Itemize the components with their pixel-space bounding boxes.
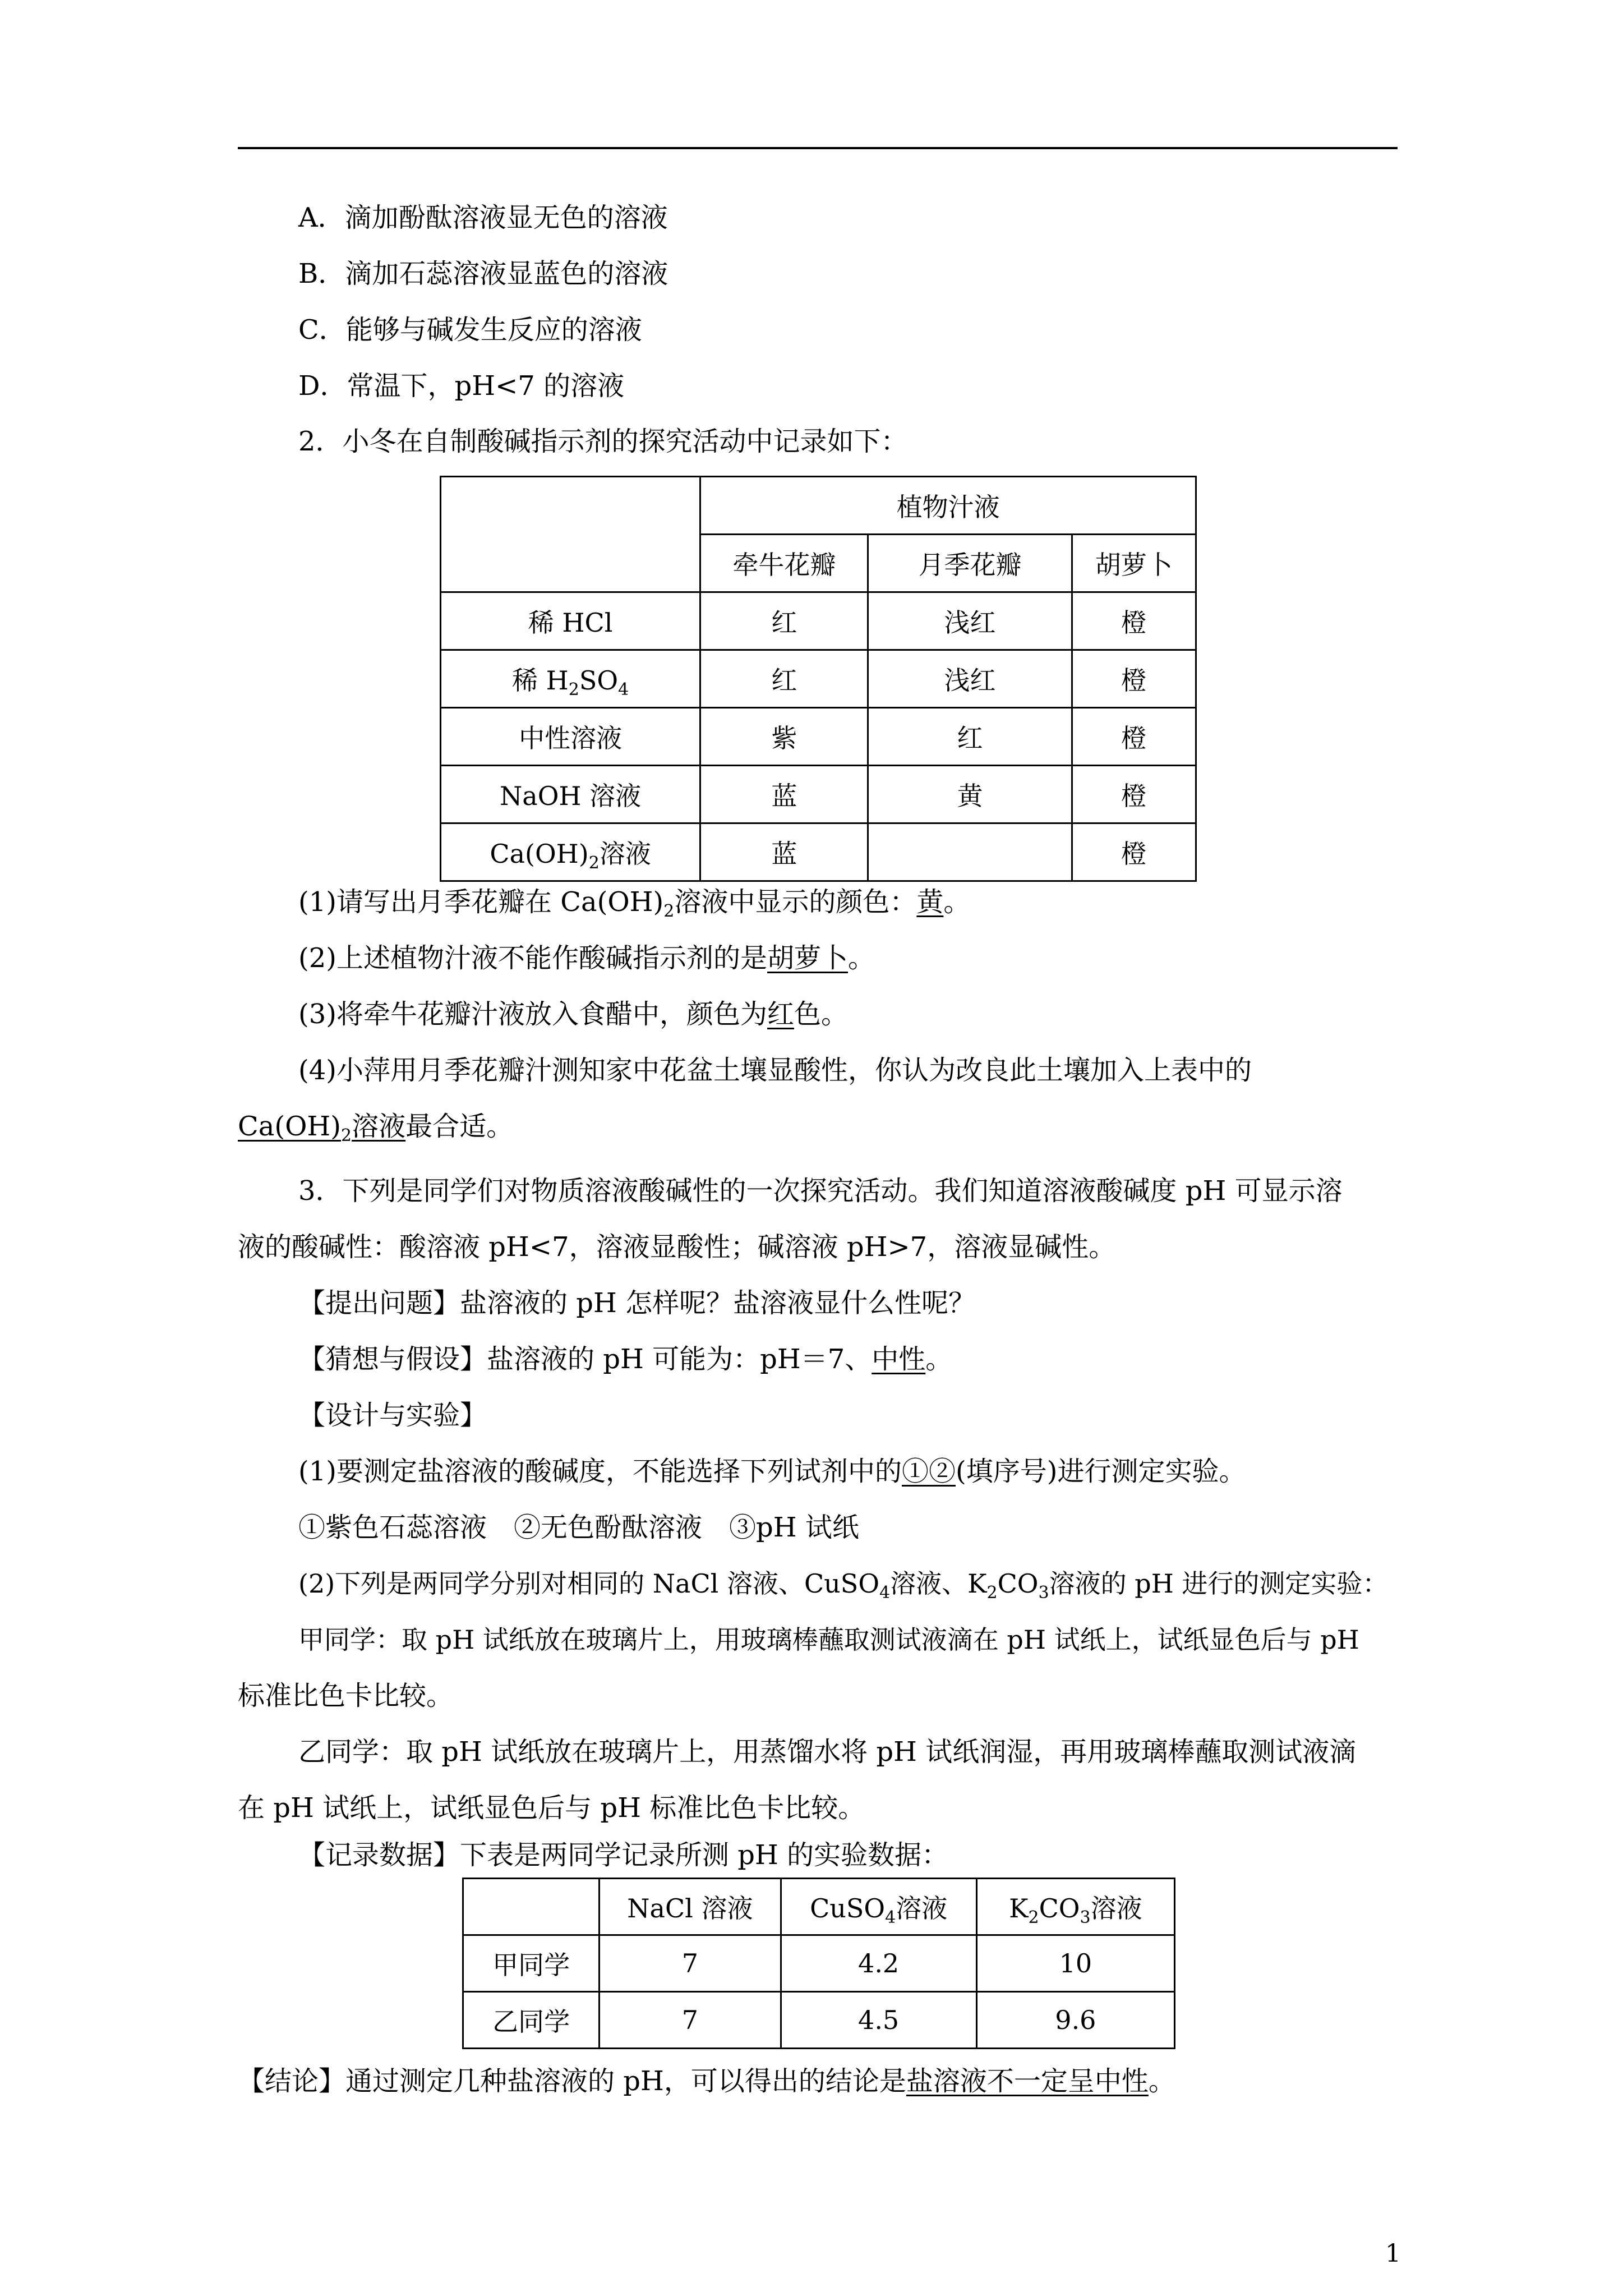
- table-row: [463, 1935, 1175, 1992]
- table-row: [441, 477, 1196, 535]
- q2-intro: 2．小冬在自制酸碱指示剂的探究活动中记录如下：: [298, 426, 908, 457]
- answer-blank: 盐溶液不一定呈中性: [906, 2065, 1149, 2097]
- answer-blank: $Ca(OH)_2$溶液: [238, 1111, 406, 1145]
- row-label: 甲同学: [463, 1935, 600, 1992]
- row-label: $Ca(OH)_2$溶液: [441, 823, 700, 881]
- answer-blank: 黄: [916, 886, 944, 918]
- table-row: [463, 1992, 1175, 2049]
- row-label: 稀 HCl: [441, 592, 700, 650]
- indicator-table: [440, 476, 1197, 882]
- table-cell: 橙: [1072, 650, 1196, 708]
- q2-answer-2: (2)上述植物汁液不能作酸碱指示剂的是胡萝卜。: [298, 942, 875, 974]
- col-header: $K_2CO_3$溶液: [976, 1879, 1174, 1935]
- table-cell: 红: [700, 592, 868, 650]
- table-row: [441, 592, 1196, 650]
- table-cell: 蓝: [700, 823, 868, 881]
- table-corner-cell: [463, 1879, 600, 1935]
- q3-yi-line1: 乙同学：取 pH 试纸放在玻璃片上，用蒸馏水将 pH 试纸润湿，再用玻璃棒蘸取测试液滴: [298, 1736, 1357, 1768]
- table-cell: 红: [868, 708, 1072, 766]
- table-cell: 浅红: [868, 592, 1072, 650]
- q2-answer-4-line1: (4)小萍用月季花瓣汁测知家中花盆土壤显酸性，你认为改良此土壤加入上表中的: [298, 1055, 1252, 1086]
- table-cell: 4.5: [781, 1992, 976, 2049]
- page-number: 1: [1385, 2239, 1401, 2268]
- q3-conclusion: 【结论】通过测定几种盐溶液的 pH，可以得出的结论是盐溶液不一定呈中性。: [238, 2065, 1175, 2097]
- q3-intro-line1: 3．下列是同学们对物质溶液酸碱性的一次探究活动。我们知道溶液酸碱度 pH 可显示溶: [298, 1175, 1343, 1207]
- table-row: [441, 766, 1196, 823]
- row-label: 中性溶液: [441, 708, 700, 766]
- table-cell: 橙: [1072, 708, 1196, 766]
- col-header: 牵牛花瓣: [700, 535, 868, 592]
- q2-answer-3: (3)将牵牛花瓣汁液放入食醋中，颜色为红色。: [298, 999, 849, 1030]
- table-cell: 橙: [1072, 766, 1196, 823]
- header-rule: [238, 147, 1398, 149]
- q3-yi-line2: 在 pH 试纸上，试纸显色后与 pH 标准比色卡比较。: [238, 1792, 865, 1824]
- q2-answer-4-line2: $Ca(OH)_2$溶液最合适。: [238, 1111, 514, 1145]
- table-cell: 7: [600, 1935, 781, 1992]
- table-cell: 4.2: [781, 1935, 976, 1992]
- option-c: C．能够与碱发生反应的溶液: [298, 314, 642, 346]
- q3-hypothesis: 【猜想与假设】盐溶液的 pH 可能为：pH＝7、中性。: [298, 1343, 953, 1375]
- q2-answer-1: (1)请写出月季花瓣在 $Ca(OH)_2$溶液中显示的颜色：黄。: [298, 886, 971, 921]
- option-d: D．常温下，pH<7 的溶液: [298, 370, 625, 402]
- table-row: [441, 823, 1196, 881]
- table-cell: 紫: [700, 708, 868, 766]
- col-header: 胡萝卜: [1072, 535, 1196, 592]
- table-cell: [868, 823, 1072, 881]
- ph-table: [462, 1878, 1175, 2049]
- q3-design-2: (2)下列是两同学分别对相同的 NaCl 溶液、CuSO$_4$溶液、$K_2CO_3$溶液的 pH 进行的测定实验：: [298, 1568, 1389, 1603]
- table-row: [441, 650, 1196, 708]
- option-a: A．滴加酚酞溶液显无色的溶液: [298, 202, 668, 233]
- table-cell: 橙: [1072, 823, 1196, 881]
- table-cell: 红: [700, 650, 868, 708]
- q3-jia-line1: 甲同学：取 pH 试纸放在玻璃片上，用玻璃棒蘸取测试液滴在 pH 试纸上，试纸显色后与 pH: [298, 1625, 1359, 1655]
- col-header: NaCl 溶液: [600, 1879, 781, 1935]
- q3-question: 【提出问题】盐溶液的 pH 怎样呢？盐溶液显什么性呢？: [298, 1287, 976, 1319]
- q3-design: 【设计与实验】: [298, 1400, 487, 1431]
- table-corner-cell: [441, 477, 700, 592]
- answer-blank: ①②: [902, 1456, 956, 1487]
- row-label: 乙同学: [463, 1992, 600, 2049]
- table-cell: 7: [600, 1992, 781, 2049]
- answer-blank: 胡萝卜: [767, 942, 849, 974]
- table-cell: 10: [976, 1935, 1174, 1992]
- answer-blank: 中性: [872, 1343, 926, 1375]
- row-label: NaOH 溶液: [441, 766, 700, 823]
- col-header: 月季花瓣: [868, 535, 1072, 592]
- option-b: B．滴加石蕊溶液显蓝色的溶液: [298, 258, 668, 289]
- row-label: 稀 $H_2SO_4$: [441, 650, 700, 708]
- q3-jia-line2: 标准比色卡比较。: [238, 1680, 454, 1711]
- table-row: [441, 708, 1196, 766]
- q3-reagents: ①紫色石蕊溶液 ②无色酚酞溶液 ③pH 试纸: [298, 1512, 859, 1543]
- q3-design-1: (1)要测定盐溶液的酸碱度，不能选择下列试剂中的①②(填序号)进行测定实验。: [298, 1456, 1246, 1487]
- table-cell: 蓝: [700, 766, 868, 823]
- table-cell: 黄: [868, 766, 1072, 823]
- table-cell: 浅红: [868, 650, 1072, 708]
- table-cell: 9.6: [976, 1992, 1174, 2049]
- col-header: CuSO$_4$溶液: [781, 1879, 976, 1935]
- q3-intro-line2: 液的酸碱性：酸溶液 pH<7，溶液显酸性；碱溶液 pH>7，溶液显碱性。: [238, 1231, 1116, 1263]
- table-group-header: 植物汁液: [700, 477, 1196, 535]
- table-cell: 橙: [1072, 592, 1196, 650]
- answer-blank: 红: [767, 999, 795, 1030]
- table-row: [463, 1879, 1175, 1935]
- q3-record: 【记录数据】下表是两同学记录所测 pH 的实验数据：: [298, 1839, 949, 1871]
